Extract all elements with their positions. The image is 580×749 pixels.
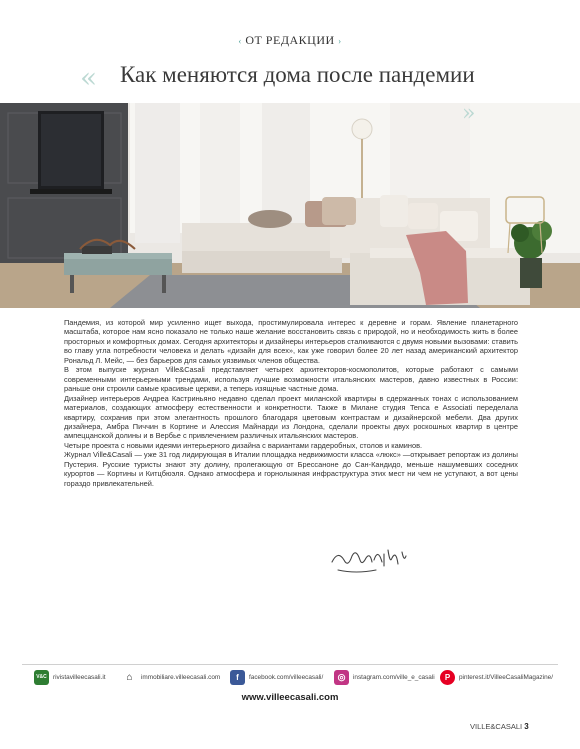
social-link-site[interactable] bbox=[34, 668, 106, 686]
open-quote-icon: « bbox=[80, 61, 98, 94]
social-link-text: pinterest.it/VilleeCasaliMagazine/ bbox=[459, 673, 554, 681]
social-link-immobiliare[interactable] bbox=[122, 668, 220, 686]
social-link-facebook[interactable] bbox=[230, 668, 323, 686]
section-label-text: ОТ РЕДАКЦИИ bbox=[245, 33, 335, 47]
article-paragraph: В этом выпуске журнал Ville&Casali представляет четырех архитекторов-космополитов, которые работают с самыми современными интерьерными трендами, используя лучшие возможности итальянских мастеров, давно известных в России: раньше они строили самые красивые церкви, а теперь изящные частные дома. bbox=[64, 365, 518, 394]
left-chevron-icon: ‹ bbox=[238, 36, 242, 46]
article-paragraph: Журнал Ville&Casali — уже 31 год лидирующая в Италии площадка недвижимости класса «люкс» —открывает репортаж из долины Пустерия. Русские туристы знают эту долину, пролегающую от Брессаноне до Сан-Кандидо, меньше нашумевших соседних курортов — Кортины и Китцбюэля. Однако атмосфера и горнолыжная инфраструктура этих мест ни чем не уступают, а вот цены гораздо привлекательней. bbox=[64, 450, 518, 488]
social-link-instagram[interactable] bbox=[334, 668, 435, 686]
right-chevron-icon: › bbox=[338, 36, 342, 46]
section-label bbox=[0, 33, 580, 48]
social-link-pinterest[interactable] bbox=[440, 668, 553, 686]
article-paragraph: Четыре проекта с новыми идеями интерьерного дизайна с вариантами гардеробных, столов и каминов. bbox=[64, 440, 423, 450]
interior-photo bbox=[0, 103, 580, 308]
close-quote-icon: » bbox=[462, 101, 476, 126]
pinterest-icon: P bbox=[440, 670, 455, 685]
title-row bbox=[80, 62, 560, 92]
social-links-bar bbox=[30, 668, 570, 686]
page-title: Как меняются дома после пандемии bbox=[120, 62, 475, 87]
magazine-name: VILLE&CASALI bbox=[470, 722, 523, 731]
footer-divider bbox=[22, 664, 558, 665]
article-paragraph: Дизайнер интерьеров Андреа Кастриньяно недавно сделал проект миланской квартиры в сдержанных тонах с использованием материалов, создающих атмосферу естественности и конкретности. Также в Милане студия Tenca e Associati переделала квартиру, сохранив при этом элегантность прошлого благодаря цветовым контрастам и дизайнерской мебели. Два других дизайнера, Амбра Пиччин в Кортине и Алессия Майнарди из Лондона, сделали проекты двух роскошных квартир в центре ампеццанской долины и в Вербье с привлечением различных итальянских мастеров. bbox=[64, 393, 518, 441]
article-paragraph: Пандемия, из которой мир усиленно ищет выхода, простимулировала интерес к деревне и горам. Явление планетарного масштаба, которое нам ясно показало не только наше желание восстановить связь с природой, но и необходимость жить в более просторных и комфортных домах. Сегодня архитекторы и дизайнеры интерьеров сталкиваются с двумя новыми вызовами: ставить во главу угла потребности человека и делать «дизайн для всех», как уже говорил более 20 лет назад американский архитектор Рональд Л. Мейс, — без барьеров для самых уязвимых членов общества. bbox=[64, 318, 518, 365]
page-number: 3 bbox=[524, 722, 529, 731]
social-link-text: instagram.com/ville_e_casali bbox=[353, 673, 435, 681]
social-link-text: immobiliare.villeecasali.com bbox=[141, 673, 221, 681]
instagram-icon: ◎ bbox=[334, 670, 349, 685]
social-link-text: facebook.com/villeecasali/ bbox=[249, 673, 324, 681]
editorial-text bbox=[64, 318, 518, 488]
page-footer bbox=[470, 722, 529, 731]
facebook-icon: f bbox=[230, 670, 245, 685]
immobiliare-icon: ⌂ bbox=[122, 670, 137, 685]
editor-signature bbox=[326, 540, 416, 580]
social-link-text: rivistavilleecasali.it bbox=[53, 673, 106, 681]
villecasali-site-icon: V&C bbox=[34, 670, 49, 685]
website-link[interactable]: www.villeecasali.com bbox=[241, 692, 339, 703]
